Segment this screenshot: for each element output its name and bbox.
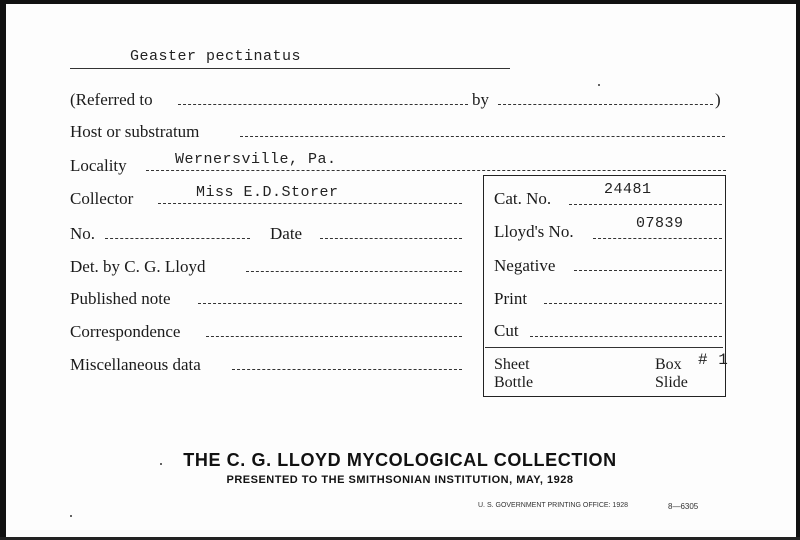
close-paren: ) (715, 90, 721, 109)
date-label: Date (270, 224, 303, 243)
no-line (105, 238, 250, 239)
cut-line (530, 336, 722, 337)
referred-to-label: (Referred to (70, 90, 153, 109)
referred-to-line (178, 104, 468, 105)
det-by-label: Det. by C. G. Lloyd (70, 257, 206, 276)
collector-line (158, 203, 462, 204)
scan-speck (160, 463, 162, 465)
lloyds-no-label: Lloyd's No. (494, 222, 574, 241)
det-by-line (246, 271, 462, 272)
bottom-section-rule (485, 347, 723, 348)
collector-value: Miss E.D.Storer (196, 184, 339, 201)
no-label: No. (70, 224, 96, 243)
printing-office-note: U. S. GOVERNMENT PRINTING OFFICE: 1928 (478, 502, 629, 509)
correspondence-line (206, 336, 462, 337)
correspondence-label: Correspondence (70, 322, 181, 341)
cat-no-value: 24481 (604, 181, 652, 198)
misc-line (232, 369, 462, 370)
published-note-line (198, 303, 462, 304)
cat-no-label: Cat. No. (494, 189, 552, 208)
specimen-name: Geaster pectinatus (130, 48, 302, 65)
scan-speck (70, 515, 72, 517)
bottle-label: Bottle (494, 374, 534, 391)
collection-subtitle: PRESENTED TO THE SMITHSONIAN INSTITUTION, MAY, 1928 (226, 474, 574, 486)
sheet-label: Sheet (494, 356, 530, 373)
cat-no-line (569, 204, 722, 205)
box-value: # 1 (698, 351, 729, 369)
cut-label: Cut (494, 321, 519, 340)
locality-value: Wernersville, Pa. (175, 151, 337, 168)
print-line (544, 303, 722, 304)
print-label: Print (494, 289, 528, 308)
lloyds-no-line (593, 238, 722, 239)
misc-label: Miscellaneous data (70, 355, 201, 374)
by-label: by (472, 90, 489, 109)
locality-label: Locality (70, 156, 127, 175)
host-label: Host or substratum (70, 122, 200, 141)
slide-label: Slide (655, 374, 688, 391)
negative-line (574, 270, 722, 271)
date-line (320, 238, 462, 239)
scan-border-top (0, 0, 800, 4)
form-number: 8—6305 (668, 502, 699, 511)
specimen-name-line (70, 68, 510, 69)
scan-speck (598, 84, 600, 86)
lloyds-no-value: 07839 (636, 215, 684, 232)
negative-label: Negative (494, 256, 556, 275)
collection-title: THE C. G. LLOYD MYCOLOGICAL COLLECTION (183, 450, 617, 470)
box-label: Box (655, 356, 682, 373)
locality-line (146, 170, 726, 171)
collector-label: Collector (70, 189, 134, 208)
by-line (498, 104, 713, 105)
published-note-label: Published note (70, 289, 171, 308)
host-line (240, 136, 725, 137)
